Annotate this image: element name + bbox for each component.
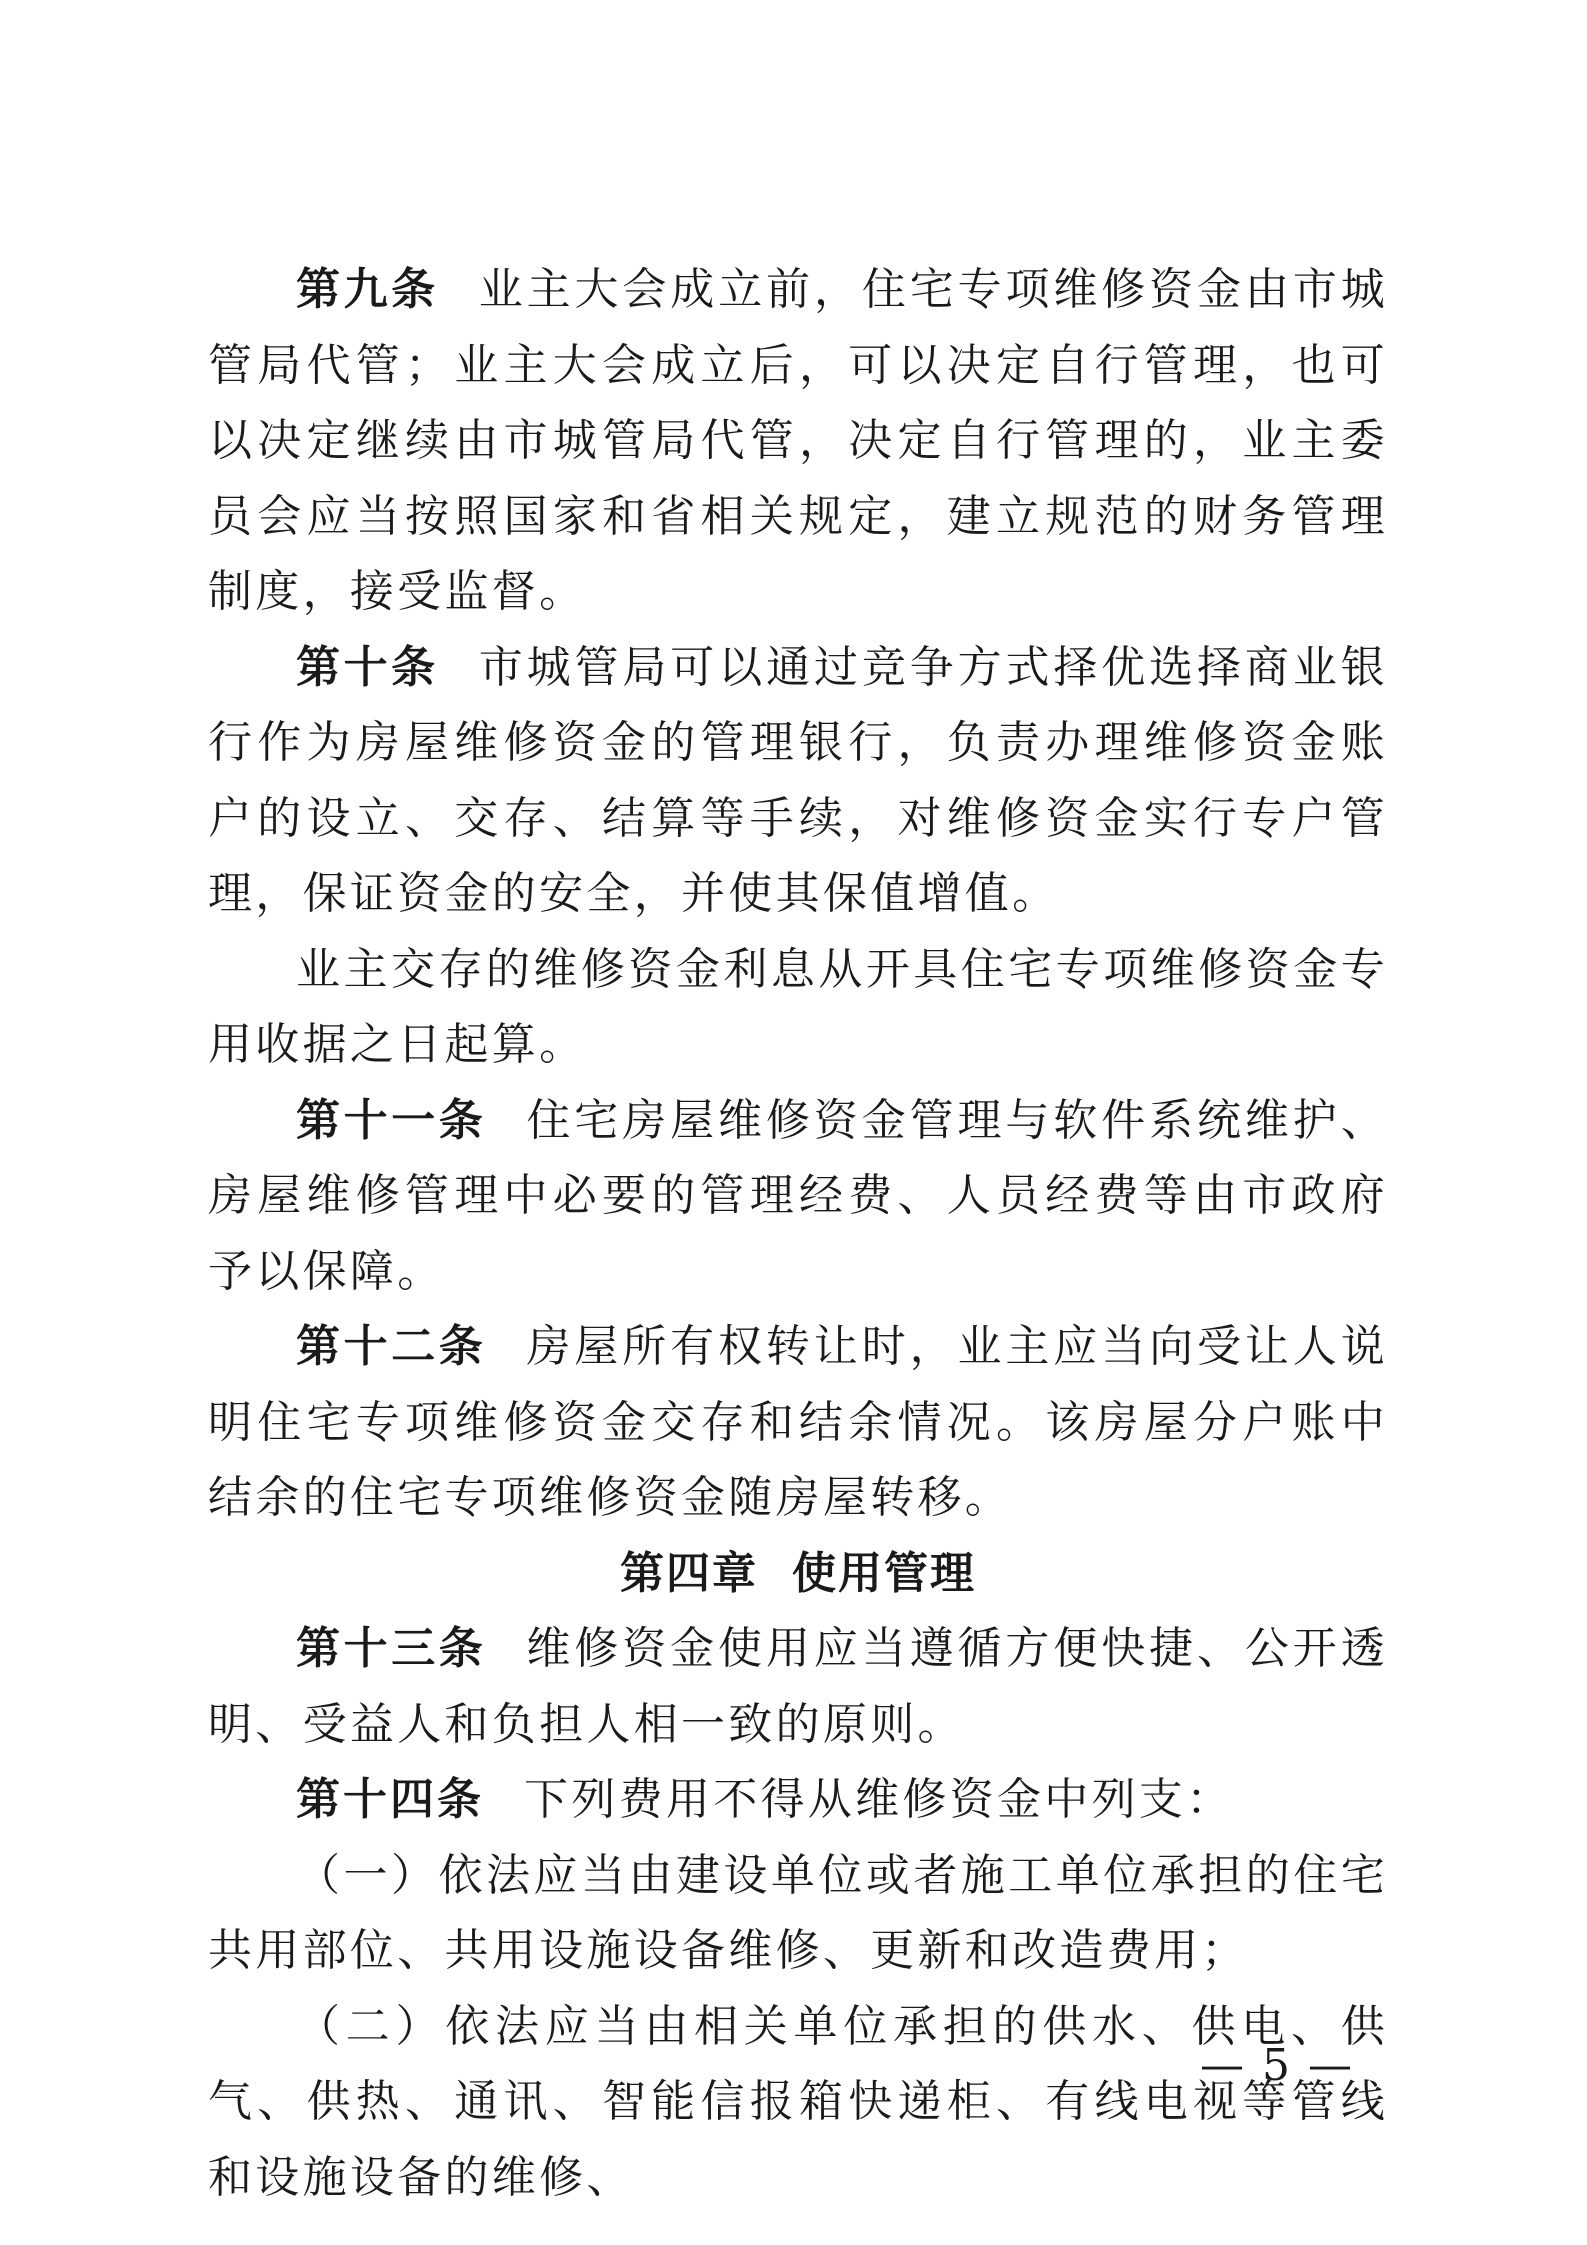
list-item-1 <box>208 1838 1388 1989</box>
article-13 <box>208 1611 1388 1762</box>
article-12 <box>208 1309 1388 1536</box>
chapter-heading <box>208 1536 1388 1612</box>
chapter-number: 第四章 <box>620 1547 758 1599</box>
article-text: 市城管局可以通过竞争方式择优选择商业银行作为房屋维修资金的管理银行，负责办理维修资金账户的设立、交存、结算等手续，对维修资金实行专户管理，保证资金的安全，并使其保值增值。 <box>208 641 1389 919</box>
paragraph-text: 业主交存的维修资金利息从开具住宅专项维修资金专用收据之日起算。 <box>208 943 1388 1070</box>
list-item-text: （一）依法应当由建设单位或者施工单位承担的住宅共用部位、共用设施设备维修、更新和改造费用； <box>208 1849 1388 1976</box>
article-text: 业主大会成立前，住宅专项维修资金由市城管局代管；业主大会成立后，可以决定自行管理，也可以决定继续由市城管局代管，决定自行管理的，业主委员会应当按照国家和省相关规定，建立规范的财务管理制度，接受监督。 <box>208 264 1389 617</box>
list-item-text: （二）依法应当由相关单位承担的供水、供电、供气、供热、通讯、智能信报箱快递柜、有线电视等管线和设施设备的维修、 <box>208 2000 1388 2203</box>
paragraph-interest <box>208 932 1388 1083</box>
page-number: — 5 — <box>1200 2040 1354 2091</box>
article-text: 维修资金使用应当遵循方便快捷、公开透明、受益人和负担人相一致的原则。 <box>208 1623 1388 1750</box>
article-label: 第十二条 <box>296 1321 487 1372</box>
article-label: 第十四条 <box>296 1774 484 1825</box>
article-label: 第九条 <box>296 264 439 315</box>
chapter-title: 使用管理 <box>792 1547 976 1599</box>
body-text <box>208 252 1388 2215</box>
article-label: 第十三条 <box>296 1623 487 1674</box>
article-text: 下列费用不得从维修资金中列支： <box>524 1774 1234 1825</box>
article-11 <box>208 1083 1388 1310</box>
list-item-2 <box>208 1989 1388 2216</box>
article-14 <box>208 1762 1388 1838</box>
article-label: 第十一条 <box>296 1094 487 1146</box>
article-text: 住宅房屋维修资金管理与软件系统维护、房屋维修管理中必要的管理经费、人员经费等由市政府予以保障。 <box>208 1094 1388 1297</box>
article-text: 房屋所有权转让时，业主应当向受让人说明住宅专项维修资金交存和结余情况。该房屋分户账中结余的住宅专项维修资金随房屋转移。 <box>208 1321 1388 1523</box>
article-10 <box>208 630 1388 932</box>
article-9 <box>208 252 1388 630</box>
article-label: 第十条 <box>296 641 439 693</box>
